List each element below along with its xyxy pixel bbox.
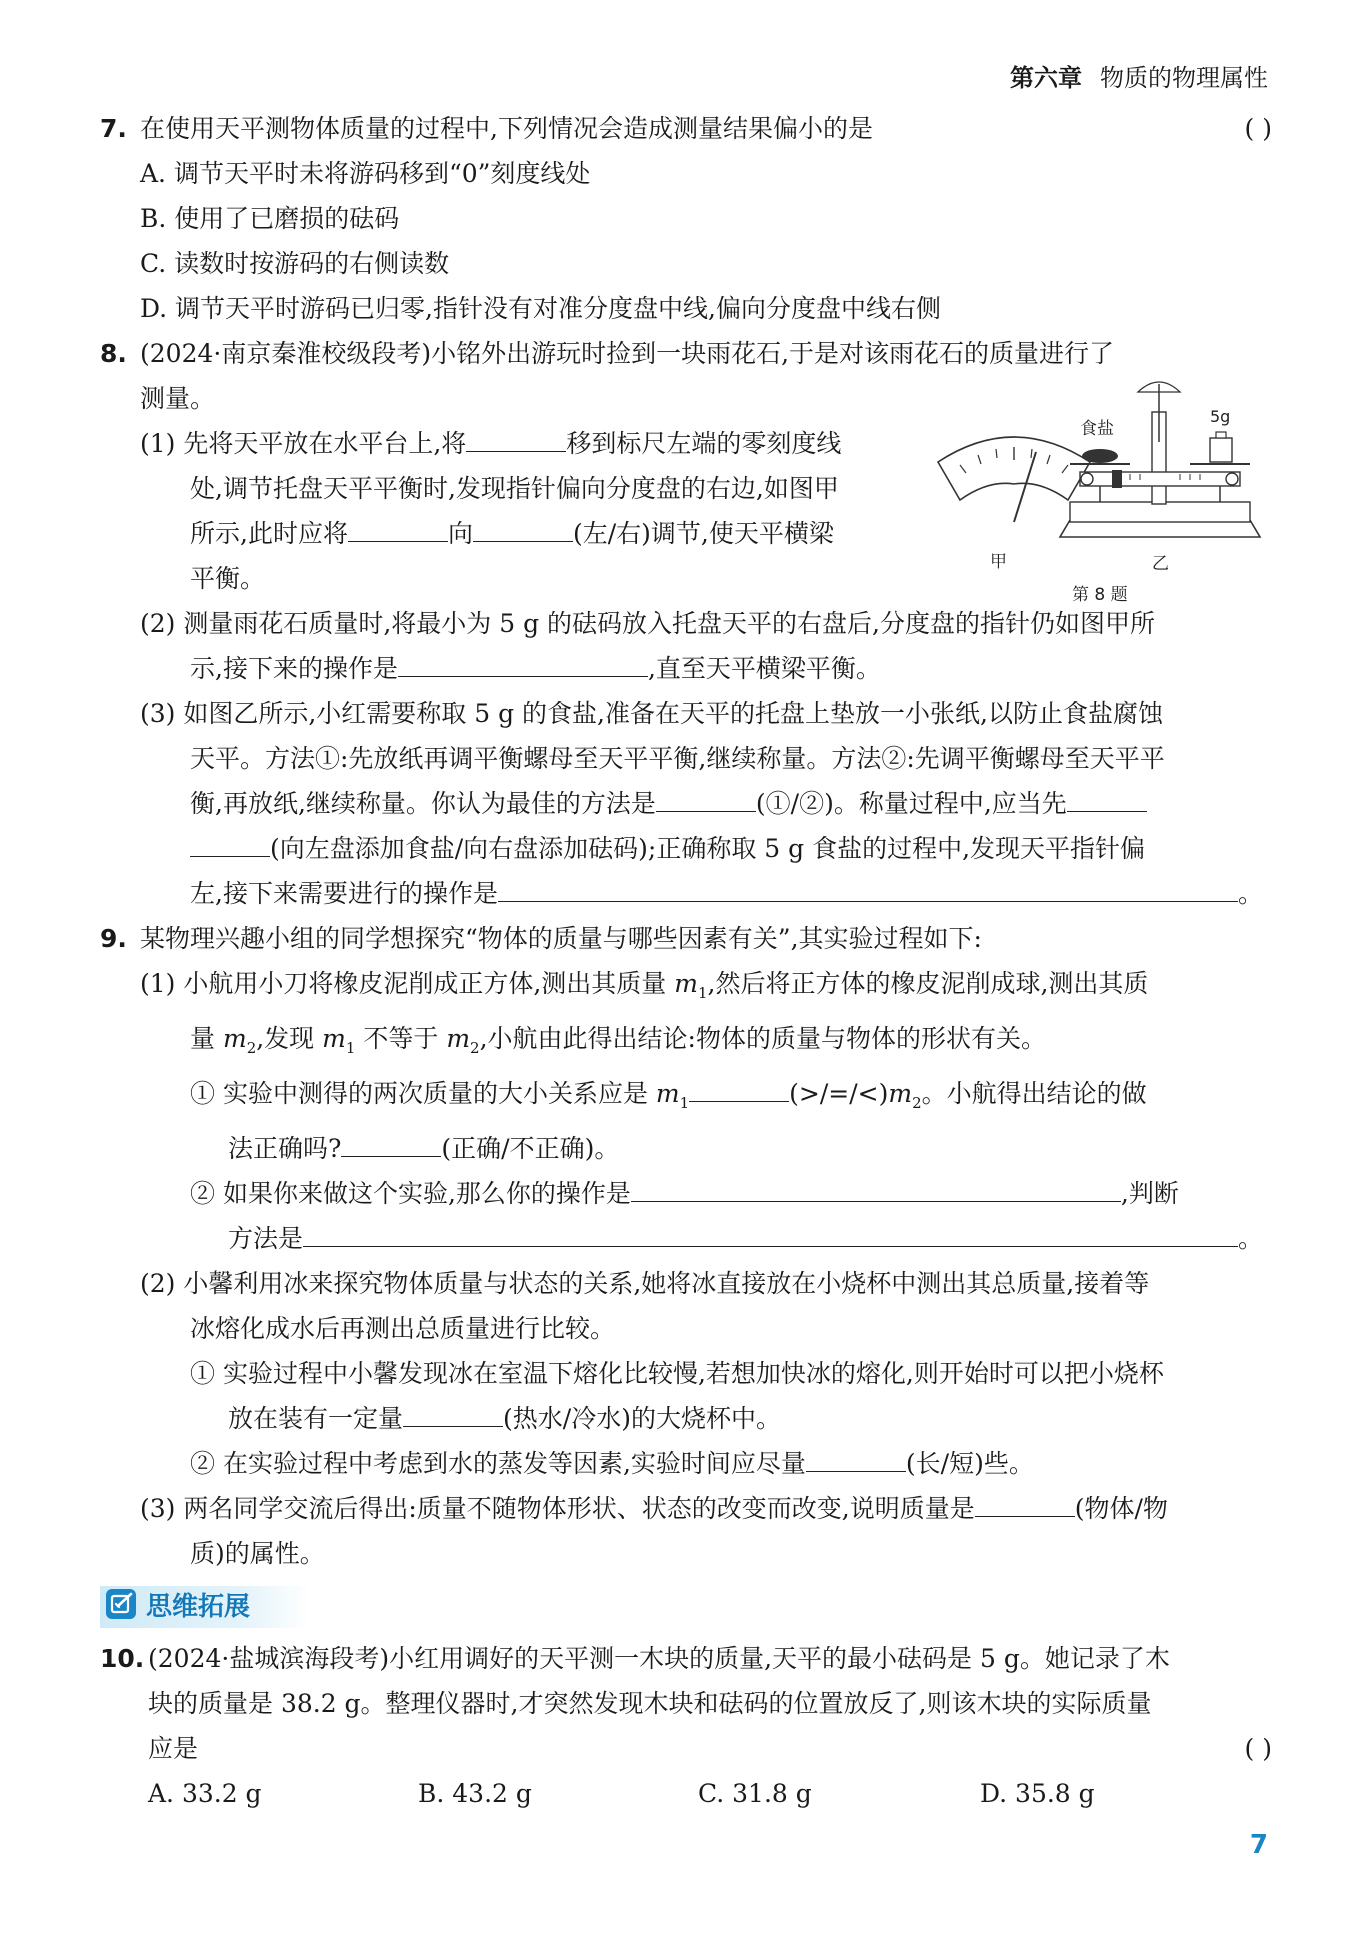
- answer-blank[interactable]: [473, 519, 573, 542]
- page-header: [1010, 58, 1268, 93]
- q9-c1-line2: [100, 1126, 1272, 1171]
- option-d[interactable]: D. 调节天平时游码已归零,指针没有对准分度盘中线,偏向分度盘中线右侧: [140, 294, 941, 323]
- q8-part2-line1: (2) 测量雨花石质量时,将最小为 5 g 的砝码放入托盘天平的右盘后,分度盘的指针仍如图甲所: [140, 609, 1156, 638]
- text: ,发现: [256, 1024, 315, 1053]
- q9-part2-line2: 冰熔化成水后再测出总质量进行比较。: [190, 1314, 616, 1343]
- text: 衡,再放纸,继续称量。你认为最佳的方法是: [190, 789, 656, 818]
- question-number: 10.: [100, 1644, 145, 1673]
- answer-bracket[interactable]: ( ): [1244, 1734, 1272, 1763]
- var-m: m: [322, 1024, 346, 1053]
- option-b[interactable]: B. 使用了已磨损的砝码: [140, 204, 400, 233]
- q9-c2-line2: [100, 1216, 1272, 1261]
- text: ① 实验中测得的两次质量的大小关系应是: [190, 1079, 648, 1108]
- q9-c3-line1: ① 实验过程中小馨发现冰在室温下熔化比较慢,若想加快冰的熔化,则开始时可以把小烧杯: [190, 1359, 1164, 1388]
- text: (长/短)些。: [905, 1449, 1034, 1478]
- section-title: 思维拓展: [146, 1592, 251, 1622]
- q9-c3-line2: [100, 1396, 1272, 1441]
- subscript: 2: [912, 1094, 922, 1112]
- q9-part3-line2: 质)的属性。: [190, 1539, 325, 1568]
- option-a[interactable]: A. 33.2 g: [148, 1779, 262, 1808]
- var-m: m: [222, 1024, 247, 1053]
- q8-figure: [930, 322, 1280, 622]
- question-10-stem: [100, 1636, 1272, 1681]
- q8-part3-line1: (3) 如图乙所示,小红需要称取 5 g 的食盐,准备在天平的托盘上垫放一小张纸,以防止食盐腐蚀: [140, 699, 1163, 728]
- option-b[interactable]: B. 43.2 g: [418, 1779, 532, 1808]
- text: ② 在实验过程中考虑到水的蒸发等因素,实验时间应尽量: [190, 1449, 806, 1478]
- q9-c2-line1: [100, 1171, 1272, 1216]
- chapter-title: 物质的物理属性: [1100, 64, 1268, 92]
- q10-options: [100, 1771, 1272, 1816]
- text: (>/=/<): [789, 1079, 889, 1108]
- text: ,直至天平横梁平衡。: [647, 654, 881, 683]
- var-m: m: [674, 969, 698, 998]
- answer-blank[interactable]: [806, 1449, 906, 1472]
- text: 左,接下来需要进行的操作是: [190, 879, 498, 908]
- text: (正确/不正确)。: [441, 1134, 620, 1163]
- text: 示,接下来的操作是: [190, 654, 398, 683]
- q8-part3-line2: 天平。方法①:先放纸再调平衡螺母至天平平衡,继续称量。方法②:先调平衡螺母至天平平: [190, 744, 1165, 773]
- subscript: 1: [697, 984, 708, 1002]
- text: (1) 小航用小刀将橡皮泥削成正方体,测出其质量: [140, 969, 667, 998]
- option-c[interactable]: C. 读数时按游码的右侧读数: [140, 249, 450, 278]
- label-jia: 甲: [990, 552, 1007, 572]
- question-number: 8.: [100, 339, 127, 368]
- text: ,然后将正方体的橡皮泥削成球,测出其质: [707, 969, 1149, 998]
- answer-blank[interactable]: [341, 1134, 441, 1157]
- q8-part1-line2: 处,调节托盘天平平衡时,发现指针偏向分度盘的右边,如图甲: [190, 474, 839, 503]
- option-c[interactable]: C. 31.8 g: [698, 1779, 812, 1808]
- text: 方法是: [228, 1224, 304, 1253]
- question-number: 9.: [100, 924, 127, 953]
- text: 放在装有一定量: [228, 1404, 404, 1433]
- question-8-stem-cont: 测量。: [140, 384, 216, 413]
- q9-c1-line1: [100, 1071, 1272, 1126]
- answer-blank[interactable]: [348, 519, 448, 542]
- text: 所示,此时应将: [190, 519, 348, 548]
- q8-part3-line4: [100, 826, 1272, 871]
- q8-part3-line3: [100, 781, 1272, 826]
- question-text: 某物理兴趣小组的同学想探究“物体的质量与哪些因素有关”,其实验过程如下:: [140, 924, 982, 953]
- question-text: (2024·南京秦淮校级段考)小铭外出游玩时捡到一块雨花石,于是对该雨花石的质量进行了: [140, 339, 1115, 368]
- balance-yi: [1060, 382, 1260, 537]
- var-m: m: [888, 1079, 913, 1108]
- question-number: 7.: [100, 114, 127, 143]
- dial-jia: [938, 437, 1090, 522]
- answer-blank[interactable]: [398, 654, 648, 677]
- answer-blank[interactable]: [466, 429, 566, 452]
- subscript: 2: [246, 1039, 257, 1057]
- section-title-tag: [100, 1586, 310, 1628]
- text: 移到标尺左端的零刻度线: [566, 429, 842, 458]
- question-7-stem: [100, 106, 1272, 151]
- q9-part1-line2: [100, 1016, 1272, 1071]
- answer-blank[interactable]: [975, 1494, 1075, 1517]
- text: (①/②)。称量过程中,应当先: [755, 789, 1067, 818]
- text: 量: [190, 1024, 216, 1053]
- q9-c4-line1: [100, 1441, 1272, 1486]
- option-a[interactable]: A. 调节天平时未将游码移到“0”刻度线处: [140, 159, 591, 188]
- text: (左/右)调节,使天平横梁: [572, 519, 834, 548]
- answer-blank[interactable]: [689, 1079, 789, 1102]
- text: 不等于: [363, 1024, 439, 1053]
- subscript: 2: [470, 1039, 480, 1057]
- text: 。小航得出结论的做: [921, 1079, 1147, 1108]
- q9-part3-line1: [100, 1486, 1272, 1531]
- text: (热水/冷水)的大烧杯中。: [503, 1404, 781, 1433]
- answer-blank[interactable]: [631, 1179, 1121, 1202]
- text: 。: [1238, 1224, 1264, 1253]
- q8-part2-line2: [100, 646, 1272, 691]
- label-yi: 乙: [1152, 554, 1169, 574]
- text: (物体/物: [1074, 1494, 1168, 1523]
- question-10-stem-cont2: [100, 1726, 1272, 1771]
- q8-part1-line4: 平衡。: [190, 564, 266, 593]
- answer-blank[interactable]: [190, 834, 270, 857]
- option-d[interactable]: D. 35.8 g: [980, 1779, 1095, 1808]
- chapter-label: 第六章: [1010, 64, 1082, 92]
- answer-blank[interactable]: [1067, 789, 1147, 812]
- var-m: m: [655, 1079, 680, 1108]
- text: 法正确吗?: [228, 1134, 342, 1163]
- page-number: 7: [1249, 1830, 1268, 1860]
- text: ,小航由此得出结论:物体的质量与物体的形状有关。: [479, 1024, 1046, 1053]
- text: 。: [1237, 879, 1263, 908]
- question-text: 在使用天平测物体质量的过程中,下列情况会造成测量结果偏小的是: [140, 114, 873, 143]
- answer-blank[interactable]: [656, 789, 756, 812]
- text: (3) 两名同学交流后得出:质量不随物体形状、状态的改变而改变,说明质量是: [140, 1494, 975, 1523]
- q8-part3-line5: [100, 871, 1272, 916]
- q9-part2-line1: (2) 小馨利用冰来探究物体质量与状态的关系,她将冰直接放在小烧杯中测出其总质量,接着等: [140, 1269, 1150, 1298]
- text: 应是: [148, 1734, 199, 1763]
- text: ② 如果你来做这个实验,那么你的操作是: [190, 1179, 631, 1208]
- question-9-stem: [100, 916, 1272, 961]
- subscript: 1: [345, 1039, 356, 1057]
- q9-part1-line1: [100, 961, 1272, 1016]
- answer-blank[interactable]: [403, 1404, 503, 1427]
- question-text: (2024·盐城滨海段考)小红用调好的天平测一木块的质量,天平的最小砝码是 5 g。她记录了木: [148, 1644, 1170, 1673]
- text: (1) 先将天平放在水平台上,将: [140, 429, 467, 458]
- balance-figure: [930, 322, 1280, 622]
- var-m: m: [446, 1024, 471, 1053]
- answer-blank[interactable]: [498, 879, 1238, 902]
- text: 向: [447, 519, 473, 548]
- subscript: 1: [679, 1094, 690, 1112]
- text: (向左盘添加食盐/向右盘添加砝码);正确称取 5 g 食盐的过程中,发现天平指针偏: [270, 834, 1146, 863]
- pencil-check-icon: [106, 1589, 136, 1619]
- text: ,判断: [1120, 1179, 1179, 1208]
- figure-caption: 第 8 题: [1072, 585, 1128, 605]
- label-weight: 5g: [1210, 407, 1231, 426]
- answer-bracket[interactable]: ( ): [1244, 114, 1272, 143]
- label-salt: 食盐: [1080, 419, 1114, 439]
- answer-blank[interactable]: [303, 1224, 1238, 1247]
- question-10-stem-cont: 块的质量是 38.2 g。整理仪器时,才突然发现木块和砝码的位置放反了,则该木块的实际质量: [148, 1689, 1152, 1718]
